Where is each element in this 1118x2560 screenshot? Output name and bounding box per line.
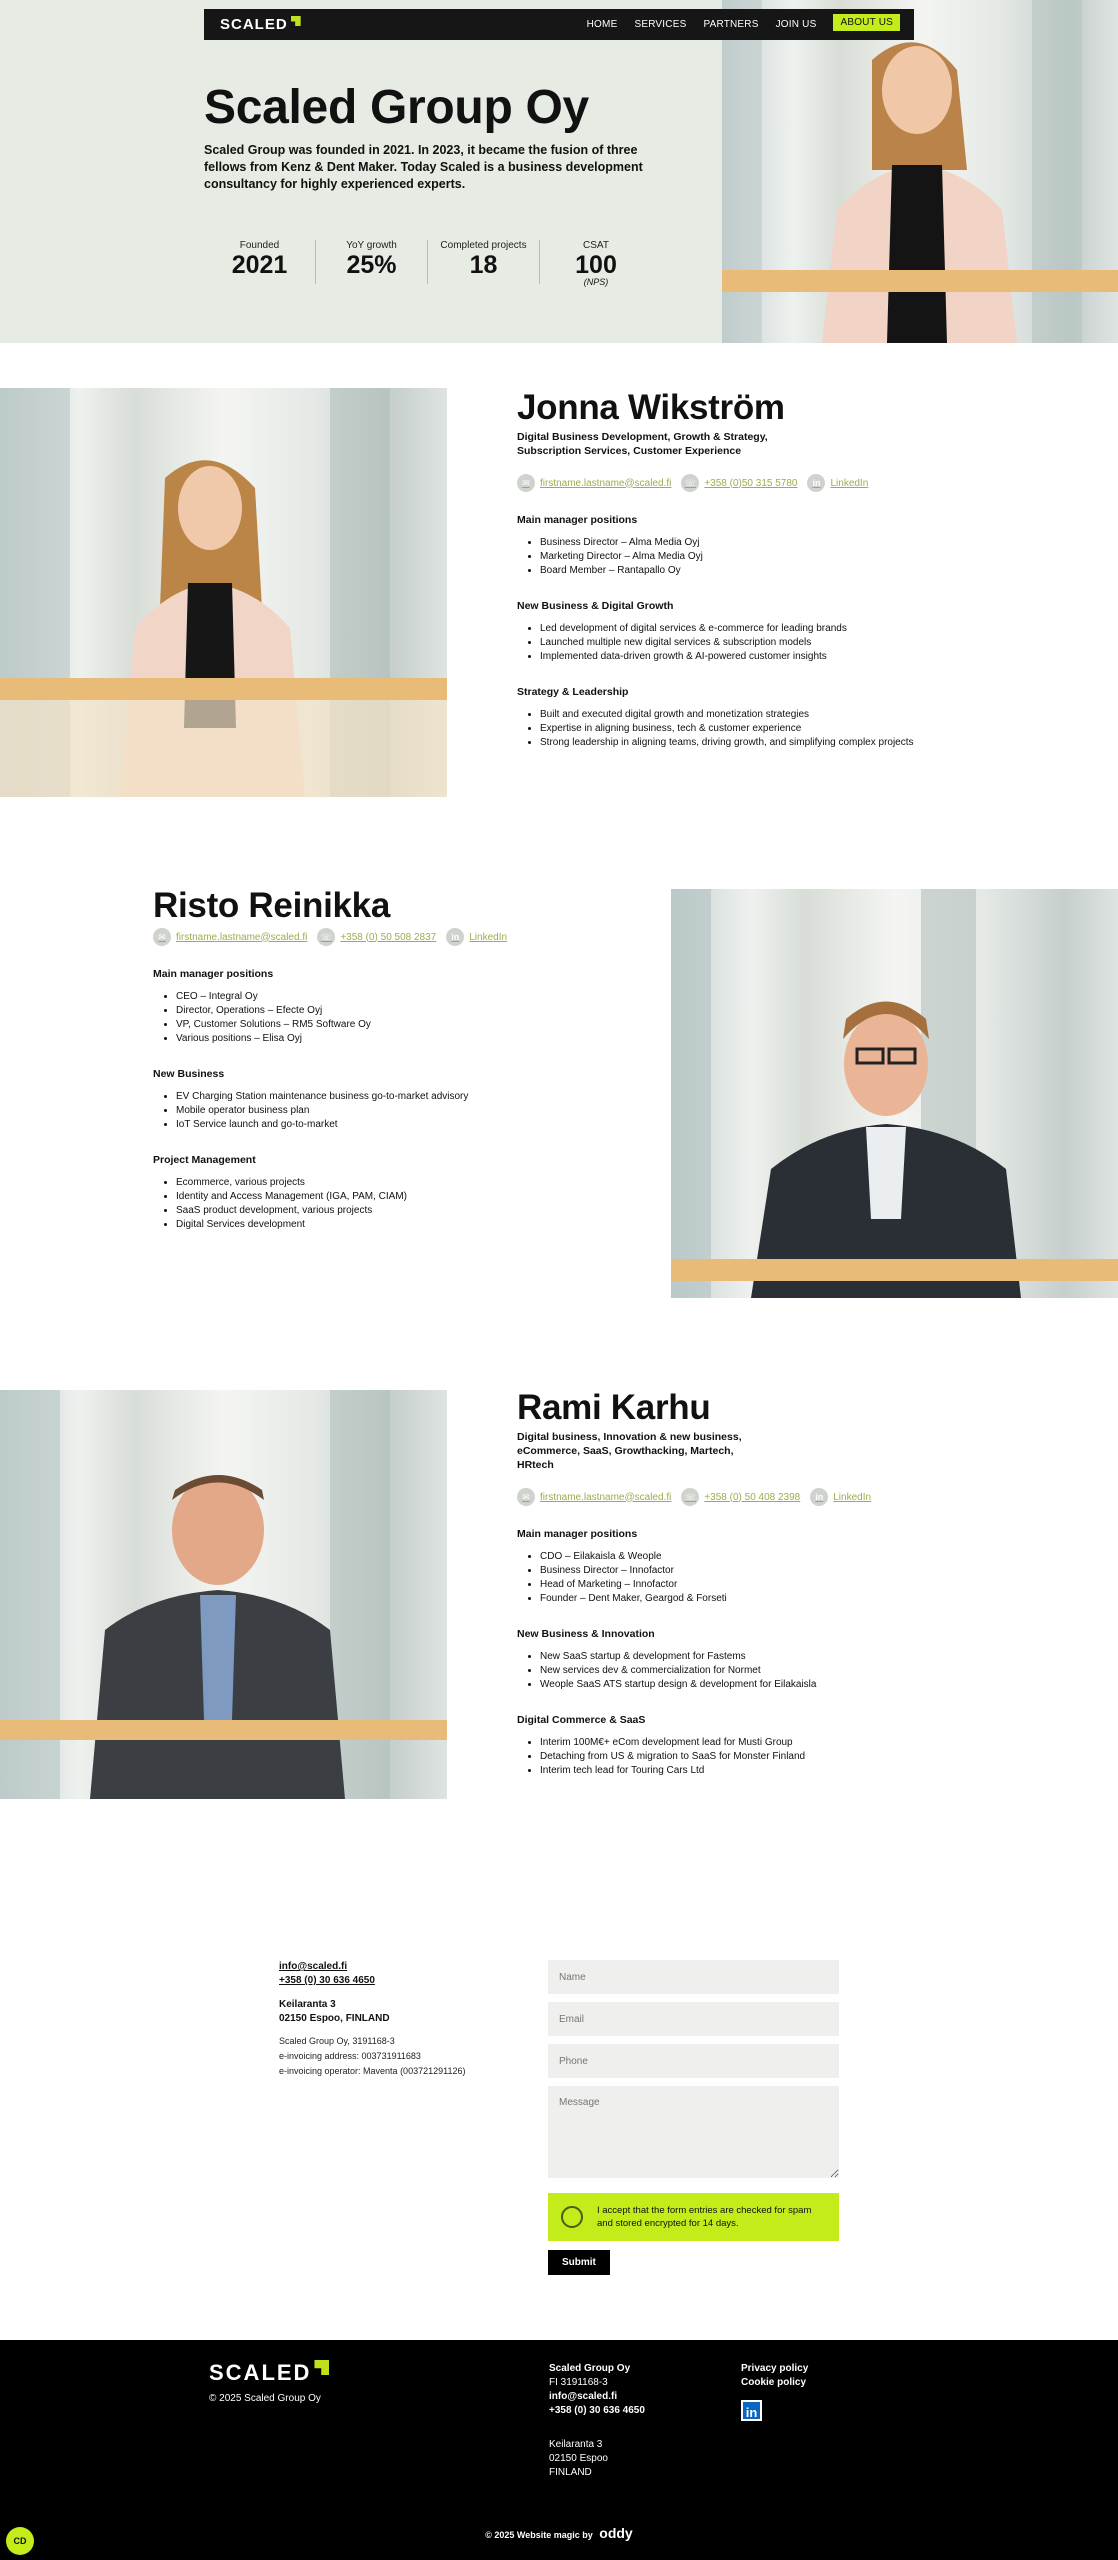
section-commerce	[517, 1714, 937, 1778]
list-item: • Business Director – Innofactor	[540, 1564, 937, 1578]
contact-street: Keilaranta 3	[279, 1999, 336, 2010]
cookie-settings-button[interactable]: CD	[6, 2527, 34, 2555]
contact-city: 02150 Espoo, FINLAND	[279, 2013, 390, 2024]
jonna-photo	[0, 388, 447, 797]
linkedin-link[interactable]	[446, 928, 507, 946]
footer-links	[741, 2362, 808, 2390]
contact-links	[517, 1488, 937, 1506]
phone-link[interactable]	[681, 474, 797, 492]
footer-copyright: © 2025 Scaled Group Oy	[209, 2393, 321, 2404]
phone-text: +358 (0) 50 508 2837	[340, 931, 437, 943]
section-positions	[153, 968, 573, 1046]
phone-link[interactable]	[317, 928, 436, 946]
stat-label: YoY growth	[346, 240, 397, 251]
stats-row	[204, 240, 652, 287]
list-item: • New SaaS startup & development for Fastems	[540, 1650, 937, 1664]
nav-join-us[interactable]: JOIN US	[775, 18, 817, 30]
nav-about-us[interactable]: ABOUT US	[833, 14, 900, 31]
hero-portrait-photo	[722, 0, 1118, 343]
phone-input[interactable]	[548, 2044, 839, 2078]
list-item: • Expertise in aligning business, tech & customer experience	[540, 722, 937, 736]
hero-intro: Scaled Group was founded in 2021. In 2023, it became the fusion of three fellows from Kenz & Dent Maker. Today Scaled is a business development consultancy for highly experienced experts.	[204, 143, 643, 191]
linkedin-icon: in	[446, 928, 464, 946]
section-list	[517, 622, 937, 664]
list-item: • CEO – Integral Oy	[176, 990, 573, 1004]
phone-icon: ☏	[681, 1488, 699, 1506]
section-new-business	[153, 1068, 573, 1132]
stat-value: 25%	[346, 251, 397, 279]
jonna-portrait-illustration	[0, 388, 447, 797]
footer-logo[interactable]: SCALED	[209, 2360, 329, 2386]
risto-portrait-illustration	[671, 889, 1118, 1298]
section-positions	[517, 514, 937, 578]
list-item: • Mobile operator business plan	[176, 1104, 573, 1118]
footer-company: Scaled Group Oy	[549, 2363, 631, 2374]
section-innovation	[517, 1628, 937, 1692]
einvoice-address: e-invoicing address: 003731911683	[279, 2051, 421, 2061]
list-item: • Identity and Access Management (IGA, PAM, CIAM)	[176, 1190, 573, 1204]
footer-email[interactable]: info@scaled.fi	[549, 2391, 618, 2402]
footer-city: 02150 Espoo	[549, 2453, 608, 2464]
stat-label: Completed projects	[440, 240, 527, 251]
section-list	[517, 1650, 937, 1692]
stat-label: Founded	[239, 240, 280, 251]
consent-box[interactable]	[548, 2193, 839, 2241]
list-item: • Digital Services development	[176, 1218, 573, 1232]
section-list	[517, 708, 937, 750]
section-title: Main manager positions	[517, 1528, 638, 1540]
list-item: • Detaching from US & migration to SaaS for Monster Finland	[540, 1750, 937, 1764]
nav-services[interactable]: SERVICES	[634, 18, 687, 30]
top-navigation	[204, 9, 914, 40]
phone-text: +358 (0)50 315 5780	[704, 477, 798, 489]
list-item: • Board Member – Rantapallo Oy	[540, 564, 937, 578]
section-title: New Business & Innovation	[517, 1628, 655, 1640]
email-input[interactable]	[548, 2002, 839, 2036]
email-text: firstname.lastname@scaled.fi	[540, 477, 672, 489]
section-strategy	[517, 686, 937, 750]
list-item: • Interim 100M€+ eCom development lead for Musti Group	[540, 1736, 937, 1750]
linkedin-text: LinkedIn	[830, 477, 869, 489]
consent-radio[interactable]	[561, 2206, 583, 2228]
contact-form	[548, 1960, 839, 2275]
section-list	[517, 536, 937, 578]
scaled-logo[interactable]: SCALED	[220, 16, 301, 33]
linkedin-icon[interactable]: in	[741, 2400, 762, 2421]
list-item: • Strong leadership in aligning teams, driving growth, and simplifying complex projects	[540, 736, 937, 750]
contact-links	[153, 928, 573, 946]
list-item: • IoT Service launch and go-to-market	[176, 1118, 573, 1132]
footer-phone[interactable]: +358 (0) 30 636 4650	[549, 2405, 645, 2416]
section-new-business	[517, 600, 937, 664]
email-icon: ✉	[517, 1488, 535, 1506]
phone-icon: ☏	[317, 928, 335, 946]
email-link[interactable]	[517, 474, 671, 492]
list-item: • Implemented data-driven growth & AI-powered customer insights	[540, 650, 937, 664]
email-link[interactable]	[153, 928, 307, 946]
section-list	[153, 990, 573, 1046]
oddy-logo[interactable]: oddy	[599, 2525, 633, 2541]
rami-portrait-illustration	[0, 1390, 447, 1799]
section-list	[153, 1176, 573, 1232]
stat-value: 2021	[231, 251, 288, 279]
section-list	[517, 1550, 937, 1606]
person-jonna	[517, 388, 937, 750]
list-item: • Built and executed digital growth and monetization strategies	[540, 708, 937, 722]
person-rami	[517, 1388, 937, 1778]
linkedin-text: LinkedIn	[833, 1491, 872, 1503]
footer-country: FINLAND	[549, 2467, 592, 2478]
nav-links	[587, 17, 900, 31]
section-title: Digital Commerce & SaaS	[517, 1714, 646, 1726]
list-item: • VP, Customer Solutions – RM5 Software Oy	[176, 1018, 573, 1032]
person-name: Jonna Wikström	[517, 388, 785, 427]
stat-sub: (NPS)	[583, 277, 609, 287]
footer-fi: FI 3191168-3	[549, 2377, 608, 2388]
contact-links	[517, 474, 937, 492]
phone-link[interactable]	[681, 1488, 800, 1506]
footer-street: Keilaranta 3	[549, 2439, 603, 2450]
email-icon: ✉	[517, 474, 535, 492]
list-item: • Marketing Director – Alma Media Oyj	[540, 550, 937, 564]
risto-photo	[671, 889, 1118, 1298]
privacy-policy-link[interactable]: Privacy policy	[741, 2363, 809, 2374]
footer-credit	[0, 2525, 1118, 2541]
list-item: • Launched multiple new digital services & subscription models	[540, 636, 937, 650]
nav-home[interactable]: HOME	[586, 18, 618, 30]
linkedin-icon: in	[807, 474, 825, 492]
list-item: • Led development of digital services & e-commerce for leading brands	[540, 622, 937, 636]
list-item: • Founder – Dent Maker, Geargod & Forseti	[540, 1592, 937, 1606]
einvoice-operator: e-invoicing operator: Maventa (003721291126)	[279, 2066, 466, 2076]
linkedin-link[interactable]	[807, 474, 868, 492]
section-title: Main manager positions	[153, 968, 274, 980]
list-item: • Business Director – Alma Media Oyj	[540, 536, 937, 550]
list-item: • CDO – Eilakaisla & Weople	[540, 1550, 937, 1564]
stat-founded	[204, 240, 316, 284]
email-link[interactable]	[517, 1488, 671, 1506]
section-list	[517, 1736, 937, 1778]
section-positions	[517, 1528, 937, 1606]
phone-icon: ☏	[681, 474, 699, 492]
cookie-policy-link[interactable]: Cookie policy	[741, 2377, 807, 2388]
rami-photo	[0, 1390, 447, 1799]
list-item: • Weople SaaS ATS startup design & development for Eilakaisla	[540, 1678, 937, 1692]
footer	[0, 2340, 1118, 2560]
email-text: firstname.lastname@scaled.fi	[176, 931, 308, 943]
footer-company-info	[549, 2362, 645, 2480]
stat-growth	[316, 240, 428, 284]
stat-value: 18	[469, 251, 498, 279]
phone-text: +358 (0) 50 408 2398	[704, 1491, 801, 1503]
person-name: Risto Reinikka	[153, 886, 390, 925]
stat-projects	[428, 240, 540, 284]
section-title: Main manager positions	[517, 514, 638, 526]
hero-section	[0, 0, 1118, 343]
section-list	[153, 1090, 573, 1132]
contact-info	[279, 1960, 465, 2079]
list-item: • SaaS product development, various projects	[176, 1204, 573, 1218]
name-input[interactable]	[548, 1960, 839, 1994]
list-item: • Ecommerce, various projects	[176, 1176, 573, 1190]
person-risto	[153, 886, 573, 1232]
person-role: Digital business, Innovation & new business, eCommerce, SaaS, Growthacking, Martech, HRtech	[517, 1431, 742, 1471]
list-item: • Interim tech lead for Touring Cars Ltd	[540, 1764, 937, 1778]
section-title: Project Management	[153, 1154, 256, 1166]
submit-button[interactable]: Submit	[548, 2250, 610, 2275]
contact-phone[interactable]: +358 (0) 30 636 4650	[279, 1975, 375, 1986]
logo-mark-icon	[314, 2360, 329, 2375]
person-role: Digital Business Development, Growth & Strategy, Subscription Services, Customer Experience	[517, 431, 768, 457]
logo-mark-icon	[291, 16, 301, 26]
page-title: Scaled Group Oy	[204, 81, 589, 134]
contact-email[interactable]: info@scaled.fi	[279, 1961, 348, 1972]
linkedin-text: LinkedIn	[469, 931, 508, 943]
consent-text: I accept that the form entries are checked for spam and stored encrypted for 14 days.	[597, 2205, 812, 2229]
linkedin-link[interactable]	[810, 1488, 871, 1506]
email-text: firstname.lastname@scaled.fi	[540, 1491, 672, 1503]
section-project-management	[153, 1154, 573, 1232]
message-input[interactable]	[548, 2086, 839, 2178]
list-item: • New services dev & commercialization for Normet	[540, 1664, 937, 1678]
section-title: New Business	[153, 1068, 225, 1080]
stat-csat	[540, 240, 652, 287]
person-name: Rami Karhu	[517, 1388, 711, 1427]
linkedin-icon: in	[810, 1488, 828, 1506]
company-id: Scaled Group Oy, 3191168-3	[279, 2036, 395, 2046]
list-item: • Director, Operations – Efecte Oyj	[176, 1004, 573, 1018]
credit-text: © 2025 Website magic by	[485, 2530, 593, 2540]
section-title: Strategy & Leadership	[517, 686, 629, 698]
list-item: • Various positions – Elisa Oyj	[176, 1032, 573, 1046]
list-item: • Head of Marketing – Innofactor	[540, 1578, 937, 1592]
nav-partners[interactable]: PARTNERS	[703, 18, 759, 30]
woman-portrait-illustration	[722, 0, 1118, 343]
list-item: • EV Charging Station maintenance business go-to-market advisory	[176, 1090, 573, 1104]
section-title: New Business & Digital Growth	[517, 600, 674, 612]
stat-value: 100	[575, 251, 617, 279]
stat-label: CSAT	[583, 240, 609, 251]
email-icon: ✉	[153, 928, 171, 946]
